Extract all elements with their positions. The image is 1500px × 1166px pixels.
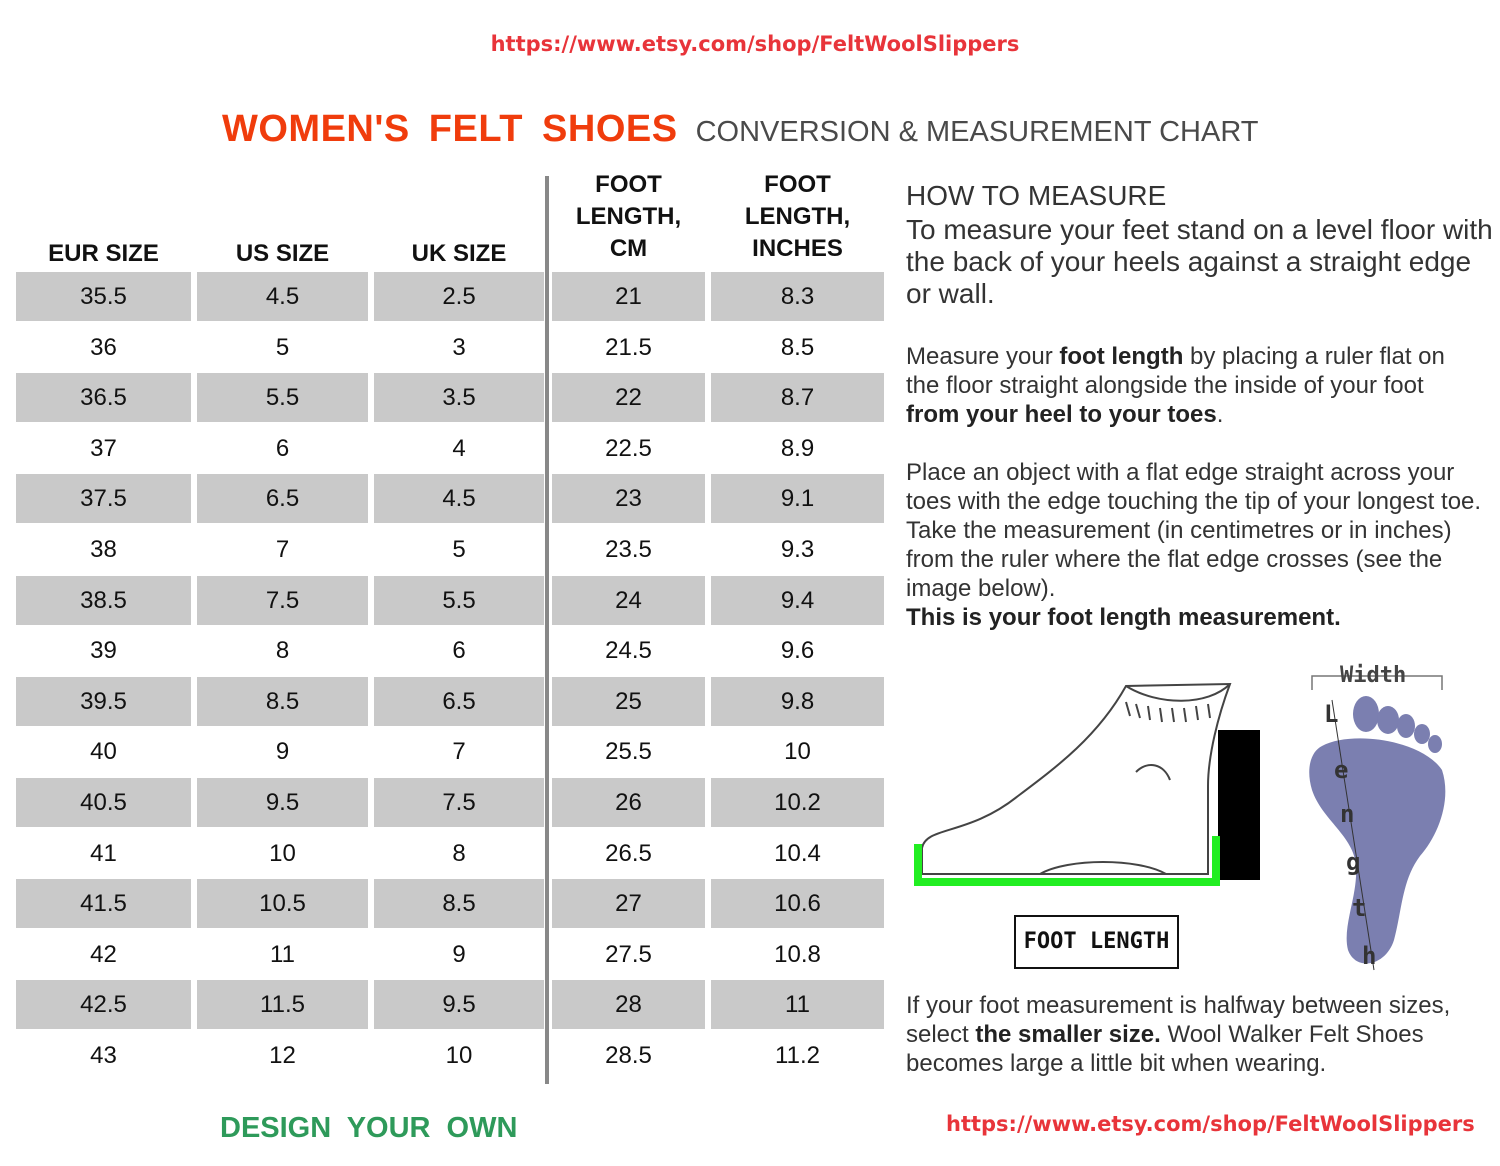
table-cell: 4.5	[265, 283, 300, 310]
header-eur-size: EUR SIZE	[48, 240, 159, 267]
table-cell: 35.5	[80, 283, 127, 310]
table-cell: 21	[615, 283, 642, 310]
table-cell: 39	[90, 637, 117, 665]
table-cell: 28	[615, 991, 642, 1019]
table-cell: 41.5	[80, 890, 127, 918]
table-cell: 11.2	[775, 1042, 820, 1069]
table-cell: 11	[270, 940, 295, 968]
table-cell: 21.5	[605, 333, 652, 361]
footprint-shape	[1309, 696, 1445, 963]
table-cell: 7.5	[442, 789, 476, 816]
table-cell: 9.5	[442, 991, 476, 1019]
table-cell: 8	[452, 839, 466, 867]
table-cell: 9.4	[780, 586, 815, 614]
table-cell: 43	[90, 1042, 117, 1069]
table-cell: 9	[275, 738, 290, 766]
table-cell: 10	[445, 1042, 473, 1069]
table-cell: 8.7	[780, 384, 815, 412]
table-cell: 8.5	[265, 687, 300, 715]
table-cell: 8.5	[780, 333, 815, 361]
table-cell: 10.8	[774, 940, 821, 968]
table-cell: 4	[452, 434, 466, 462]
foot-side-illustration	[908, 676, 1268, 896]
table-cell: 6	[275, 434, 290, 462]
table-cell: 3	[452, 333, 466, 361]
table-cell: 37	[90, 434, 117, 462]
table-cell: 22	[615, 384, 642, 412]
table-divider	[545, 176, 549, 1084]
svg-text:g: g	[1346, 848, 1361, 876]
table-cell: 9.8	[780, 687, 815, 715]
measure-paragraph-3: If your foot measurement is halfway between sizes, select the smaller size. Wool Walker Felt Shoes becomes large a little bit when wearing.	[906, 992, 1451, 1077]
table-cell: 36.5	[80, 384, 127, 412]
table-cell: 12	[269, 1042, 296, 1069]
measure-paragraph-1: Measure your foot length by placing a ruler flat on the floor straight alongside the inside of your foot from your heel to your toes.	[906, 343, 1445, 428]
table-cell: 28.5	[605, 1042, 652, 1069]
table-cell: 11	[785, 991, 810, 1019]
table-cell: 26.5	[605, 839, 652, 867]
svg-text:n: n	[1340, 800, 1355, 828]
table-cell: 40.5	[80, 789, 127, 816]
table-cell: 38	[90, 536, 117, 563]
how-to-measure-heading: HOW TO MEASURE	[906, 180, 1167, 211]
table-cell: 5.5	[265, 384, 300, 412]
svg-text:L: L	[1324, 700, 1339, 728]
title-sub: CONVERSION & MEASUREMENT CHART	[695, 116, 1259, 148]
table-cell: 10	[269, 839, 296, 867]
table-cell: 9.6	[780, 637, 815, 665]
table-cell: 7	[452, 738, 466, 766]
table-cell: 10	[784, 738, 811, 766]
table-cell: 10.6	[774, 890, 821, 918]
table-cell: 2.5	[442, 283, 476, 310]
table-cell: 11.5	[260, 991, 305, 1019]
table-cell: 10.2	[774, 789, 821, 816]
table-cell: 9.3	[780, 536, 815, 563]
table-cell: 3.5	[442, 384, 476, 412]
table-cell: 42.5	[80, 991, 127, 1019]
svg-text:e: e	[1334, 756, 1349, 784]
shop-url-bottom[interactable]: https://www.etsy.com/shop/FeltWoolSlippers	[946, 1112, 1475, 1136]
wall-block	[1218, 730, 1260, 880]
table-cell: 23	[615, 485, 642, 513]
table-cell: 27	[615, 890, 642, 918]
table-cell: 8.3	[780, 283, 815, 310]
table-cell: 27.5	[605, 940, 652, 968]
header-foot-length-inches: FOOT LENGTH, INCHES	[744, 171, 851, 262]
table-cell: 38.5	[80, 586, 127, 614]
table-cell: 8.9	[780, 434, 815, 462]
table-cell: 25	[615, 687, 642, 715]
table-cell: 9.5	[265, 789, 300, 816]
table-cell: 37.5	[80, 485, 127, 513]
table-cell: 7.5	[265, 586, 300, 614]
table-cell: 39.5	[80, 687, 127, 715]
footprint-illustration	[1302, 660, 1462, 980]
measure-paragraph-2: Place an object with a flat edge straight across your toes with the edge touching the tip of your longest toe. Take the measurement (in centimetres or in inches) from the ruler where the flat edge crosses (see the image below). This is your foot length measurement.	[906, 459, 1482, 631]
table-cell: 6.5	[265, 485, 300, 513]
svg-text:h: h	[1362, 942, 1377, 970]
header-uk-size: UK SIZE	[411, 240, 507, 267]
table-cell: 24	[615, 586, 642, 614]
table-cell: 10.5	[259, 890, 306, 918]
header-foot-length-cm: FOOT LENGTH, CM	[575, 171, 682, 262]
table-cell: 8	[275, 637, 290, 665]
design-your-own-link[interactable]: DESIGN YOUR OWN	[220, 1112, 518, 1144]
table-cell: 8.5	[442, 890, 476, 918]
table-cell: 41	[90, 839, 117, 867]
table-cell: 6.5	[442, 687, 476, 715]
table-cell: 40	[90, 738, 117, 766]
page-title	[222, 108, 1258, 151]
table-cell: 9	[452, 940, 466, 968]
table-cell: 42	[90, 940, 117, 968]
table-cell: 5	[452, 536, 466, 563]
table-cell: 26	[615, 789, 642, 816]
header-us-size: US SIZE	[235, 240, 330, 267]
table-cell: 36	[90, 333, 117, 361]
table-cell: 7	[275, 536, 290, 563]
table-cell: 6	[452, 637, 466, 665]
svg-text:t: t	[1352, 894, 1367, 922]
table-cell: 24.5	[605, 637, 652, 665]
title-main: WOMEN'S FELT SHOES	[222, 108, 678, 150]
table-cell: 10.4	[774, 839, 821, 867]
how-to-measure-intro: To measure your feet stand on a level floor with the back of your heels against a straight edge or wall.	[906, 214, 1493, 309]
foot-length-label: FOOT LENGTH	[1014, 915, 1179, 969]
table-cell: 22.5	[605, 434, 652, 462]
table-cell: 5	[275, 333, 290, 361]
width-label: Width	[1340, 663, 1407, 688]
table-cell: 5.5	[442, 586, 476, 614]
table-cell: 23.5	[605, 536, 652, 563]
table-cell: 4.5	[442, 485, 476, 513]
shop-url-top[interactable]: https://www.etsy.com/shop/FeltWoolSlippers	[490, 32, 1020, 56]
table-cell: 25.5	[605, 738, 652, 766]
table-cell: 9.1	[780, 485, 815, 513]
